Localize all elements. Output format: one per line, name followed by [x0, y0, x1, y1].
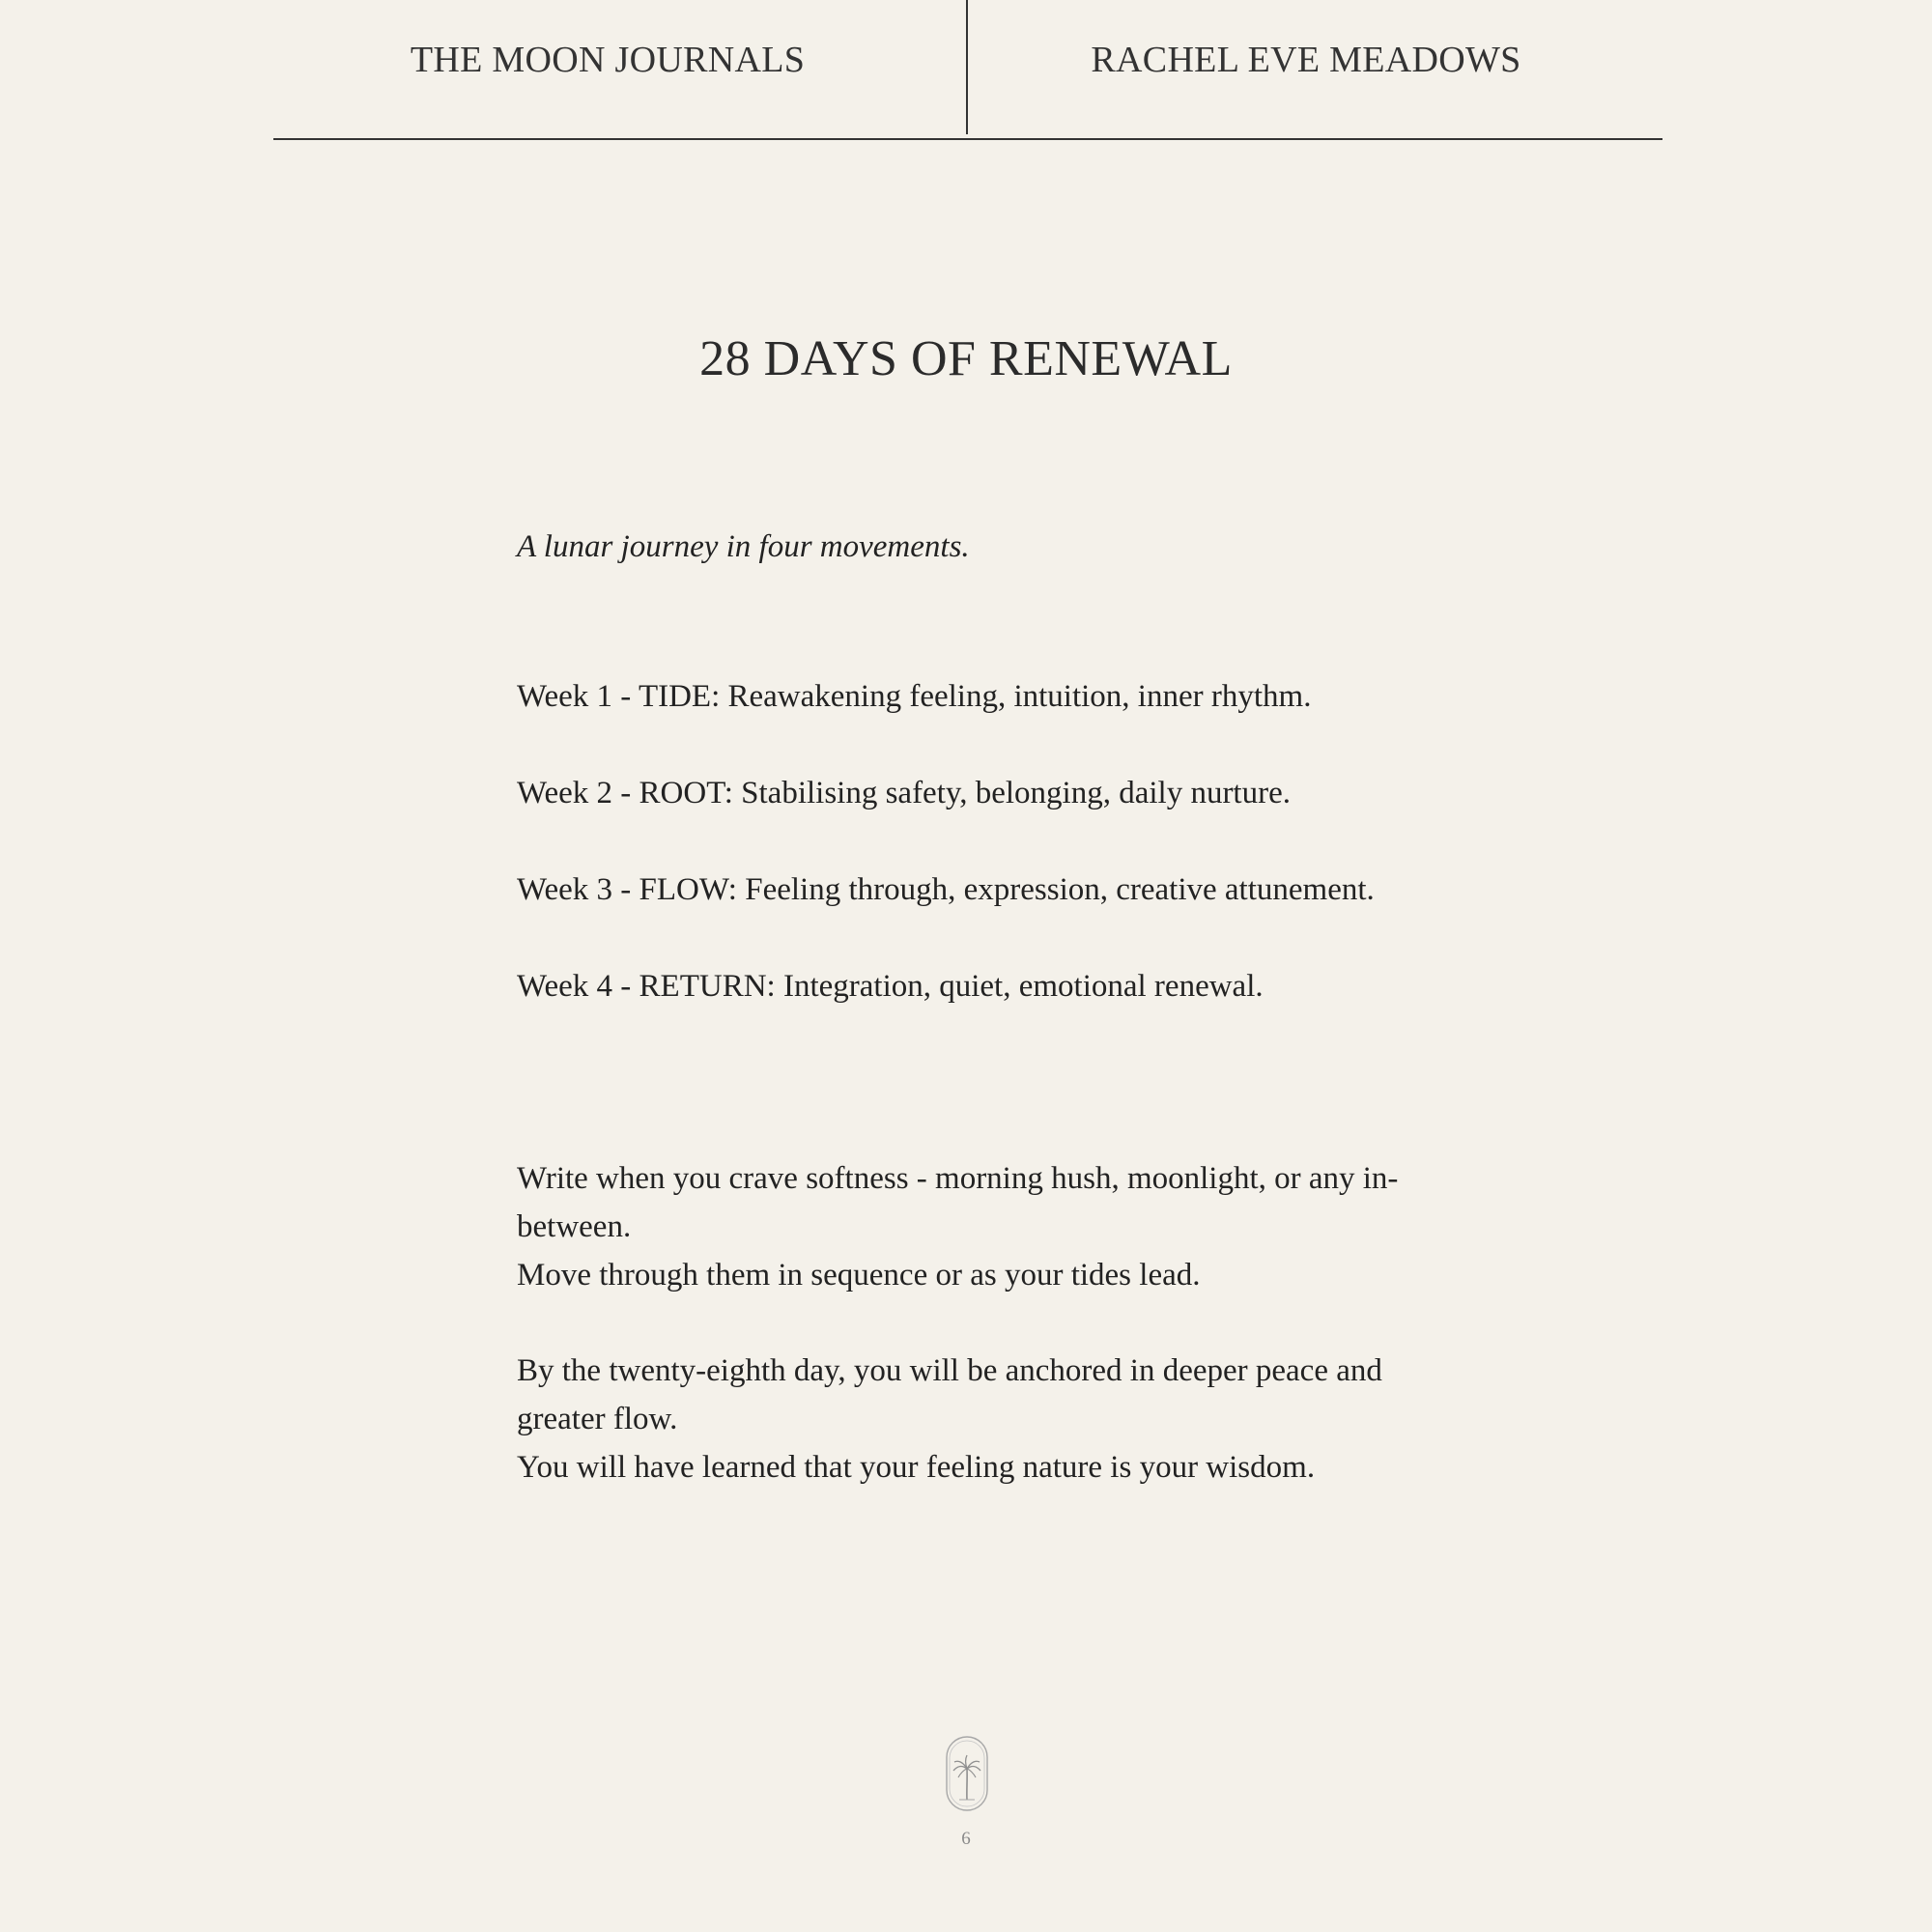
paragraph-line: By the twenty-eighth day, you will be anchored in deeper peace and greater flow. — [517, 1353, 1382, 1436]
running-header — [273, 0, 1662, 140]
paragraph-line: Write when you crave softness - morning hush, moonlight, or any in-between. — [517, 1161, 1399, 1244]
week-4-item: Week 4 - RETURN: Integration, quiet, emotional renewal. — [517, 969, 1264, 1004]
week-2-item: Week 2 - ROOT: Stabilising safety, belonging, daily nurture. — [517, 776, 1291, 810]
weeks-list — [517, 672, 1483, 1059]
page-title: 28 DAYS OF RENEWAL — [699, 331, 1233, 386]
subtitle: A lunar journey in four movements. — [517, 529, 970, 564]
closing-paragraph — [517, 1347, 1444, 1492]
journal-title-header: THE MOON JOURNALS — [410, 40, 806, 80]
paragraph-line: You will have learned that your feeling nature is your wisdom. — [517, 1450, 1316, 1485]
author-name-header: RACHEL EVE MEADOWS — [1091, 40, 1521, 80]
writing-instructions-paragraph — [517, 1154, 1444, 1299]
week-1-item: Week 1 - TIDE: Reawakening feeling, intuition, inner rhythm. — [517, 679, 1312, 714]
paragraph-line: Move through them in sequence or as your tides lead. — [517, 1258, 1201, 1293]
week-3-item: Week 3 - FLOW: Feeling through, expression, creative attunement. — [517, 872, 1375, 907]
palm-tree-arch-icon — [945, 1734, 989, 1811]
header-divider — [966, 0, 968, 134]
page-number: 6 — [961, 1829, 971, 1849]
